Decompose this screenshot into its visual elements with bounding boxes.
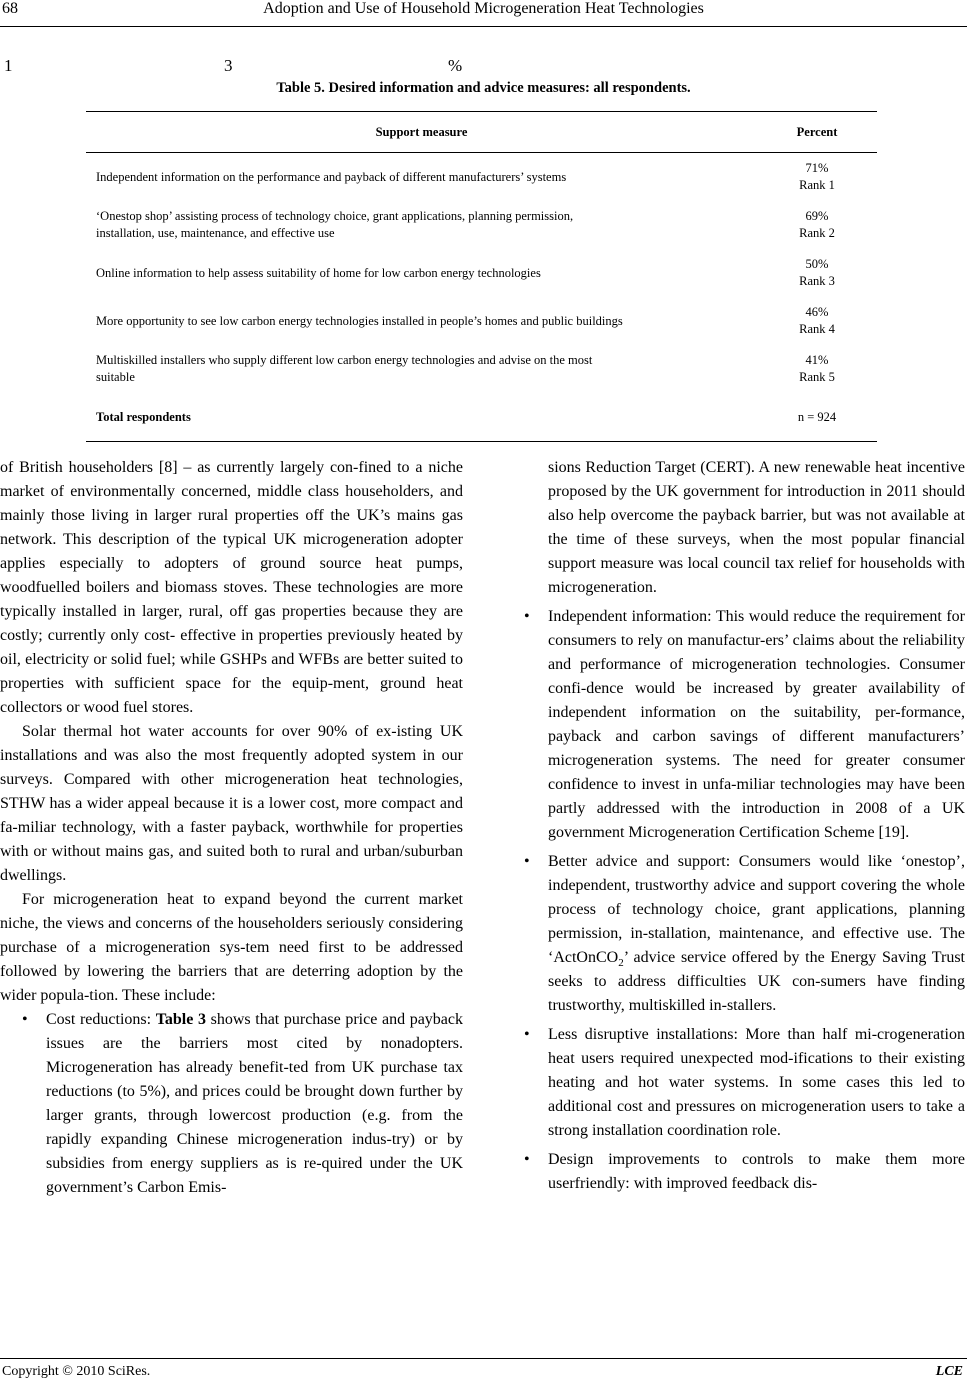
table-caption: Table 5. Desired information and advice measures: all respondents. <box>276 80 691 96</box>
bullet-icon: • <box>22 1011 28 1028</box>
rank-value: Rank 2 <box>799 226 835 240</box>
paragraph: For microgeneration heat to expand beyond the current market niche, the views and concerns of the householders seriously considering purchase of a microgeneration sys-tem need first to be addressed followed by lowering the barriers that are deterring adoption by the wider popula-tion. These include: <box>0 891 463 1004</box>
bullet-text-lead: Cost reductions: <box>46 1011 156 1028</box>
percent-value: 71% <box>805 161 829 175</box>
support-measure-cell: Online information to help assess suitability of home for low carbon energy technologies <box>96 265 541 280</box>
copyright-notice: Copyright © 2010 SciRes. <box>2 1364 151 1379</box>
stray-mark-3: 3 <box>224 56 233 75</box>
rank-value: Rank 4 <box>799 322 835 336</box>
bullet-text: ’ advice service offered by the Energy Saving Trust seeks to address difficulties UK con-sumers have finding trustworthy, multiskilled in-stallers. <box>548 949 965 1014</box>
table-row <box>86 345 877 393</box>
support-measure-cell: More opportunity to see low carbon energy technologies installed in people’s homes and public buildings <box>96 313 623 328</box>
bullet-icon: • <box>524 608 530 625</box>
table-total-row <box>86 393 877 442</box>
bullet-text: Design improvements to controls to make them more userfriendly: with improved feedback dis- <box>548 1151 965 1192</box>
table-reference: Table 3 <box>155 1011 206 1028</box>
bullet-icon: • <box>524 1151 530 1168</box>
running-title: Adoption and Use of Household Microgeneration Heat Technologies <box>263 0 704 17</box>
list-item <box>502 1148 965 1196</box>
table-row <box>86 201 877 249</box>
page-number: 68 <box>2 0 18 17</box>
col-header-support-measure: Support measure <box>86 112 757 153</box>
percent-value: 41% <box>805 353 829 367</box>
percent-cell <box>757 249 877 297</box>
percent-cell <box>757 153 877 202</box>
stray-mark-1: 1 <box>4 56 13 75</box>
bullet-text: sions Reduction Target (CERT). A new renewable heat incentive proposed by the UK government for introduction in 2011 should also help overcome the payback barrier, but was not available at the time of these surveys, when the most popular financial support measure was local council tax relief for households with microgeneration. <box>548 459 965 596</box>
table-row <box>86 297 877 345</box>
bullet-text: Better advice and support: Consumers would like ‘onestop’, independent, trustworthy advice and support covering the whole process of technology choice, grant applications, planning permission, in-stallation, maintenance, and effective use. The ‘ActOnCO <box>548 853 965 966</box>
bullet-text: shows that purchase price and payback issues are the barriers most cited by nonadopters. Microgeneration has already benefit-ted from UK purchase tax reductions (to 5%), and prices could be brought down further by larger grants, through lowercost production (e.g. from the rapidly expanding Chinese microgeneration indus-try) or by subsidies from energy suppliers as is re-quired under the UK government’s Carbon Emis- <box>46 1011 463 1196</box>
list-item <box>502 850 965 1018</box>
list-item-continued <box>502 456 965 600</box>
bullet-icon: • <box>524 853 530 870</box>
table-5 <box>86 111 877 442</box>
table-row <box>86 249 877 297</box>
total-respondents-value: n = 924 <box>757 393 877 442</box>
percent-value: 50% <box>805 257 829 271</box>
percent-cell <box>757 297 877 345</box>
percent-cell <box>757 201 877 249</box>
stray-mark-percent: % <box>448 56 463 75</box>
bullet-text: Less disruptive installations: More than half mi-crogeneration heat users required unexpected mod-ifications to their existing heating and hot water systems. In some cases this led to additional cost and pressures on microgeneration users to take a strong installation coordination role. <box>548 1026 965 1139</box>
list-item <box>502 1023 965 1143</box>
barrier-list-continued <box>502 456 965 1196</box>
total-respondents-label: Total respondents <box>86 393 757 442</box>
percent-value: 46% <box>805 305 829 319</box>
rank-value: Rank 1 <box>799 178 835 192</box>
barrier-list <box>0 1008 463 1200</box>
table-header-row <box>86 112 877 153</box>
header-rule <box>0 26 967 27</box>
subscript: 2 <box>618 957 624 970</box>
support-measure-cell: Independent information on the performance and payback of different manufacturers’ systems <box>96 169 567 184</box>
percent-value: 69% <box>805 209 829 223</box>
col-header-percent: Percent <box>757 112 877 153</box>
journal-abbrev: LCE <box>935 1364 963 1379</box>
support-measure-cell: Multiskilled installers who supply different low carbon energy technologies and advise on the most suitable <box>96 353 593 384</box>
rank-value: Rank 3 <box>799 274 835 288</box>
bullet-text: Independent information: This would reduce the requirement for consumers to rely on manufactur-ers’ claims about the reliability and performance of microgeneration technologies. Consumer confi-dence would be increased by greater availability of independent information on the suitability, per-formance, payback and carbon savings of different manufacturers’ microgeneration systems. The need for greater consumer confidence to invest in unfa-miliar technologies may have been partly addressed with the introduction in 2008 of a UK government Microgeneration Certification Scheme [19]. <box>548 608 965 841</box>
rank-value: Rank 5 <box>799 370 835 384</box>
support-measure-cell: ‘Onestop shop’ assisting process of technology choice, grant applications, planning permission, installation, use, maintenance, and effective use <box>96 209 574 240</box>
bullet-icon: • <box>524 1026 530 1043</box>
footer-rule <box>0 1358 967 1359</box>
table-row <box>86 153 877 202</box>
paragraph: of British householders [8] – as currently largely con-fined to a niche market of environmentally concerned, middle class householders, and mainly those living in larger rural properties off the UK’s mains gas network. This description of the typical UK microgeneration adopter applies especially to adopters of ground source heat pumps, woodfuelled boilers and biomass stoves. These technologies are more typically installed in larger, rural, off gas properties because they are costly; currently only cost- effective in properties previously heated by oil, electricity or solid fuel; while GSHPs and WFBs are better suited to properties with sufficient space for the equip-ment, ground heat collectors or wood fuel stores. <box>0 459 463 716</box>
paragraph: Solar thermal hot water accounts for over 90% of ex-isting UK installations and was also the most frequently adopted system in our surveys. Compared with other microgeneration heat technologies, STHW has a wider appeal because it is a lower cost, more compact and fa-miliar technology, with a faster payback, worthwhile for properties with or without mains gas, and suited both to rural and urban/suburban dwellings. <box>0 723 463 884</box>
list-item <box>0 1008 463 1200</box>
left-column <box>0 456 463 1200</box>
percent-cell <box>757 345 877 393</box>
list-item <box>502 605 965 845</box>
right-column <box>502 456 965 1201</box>
